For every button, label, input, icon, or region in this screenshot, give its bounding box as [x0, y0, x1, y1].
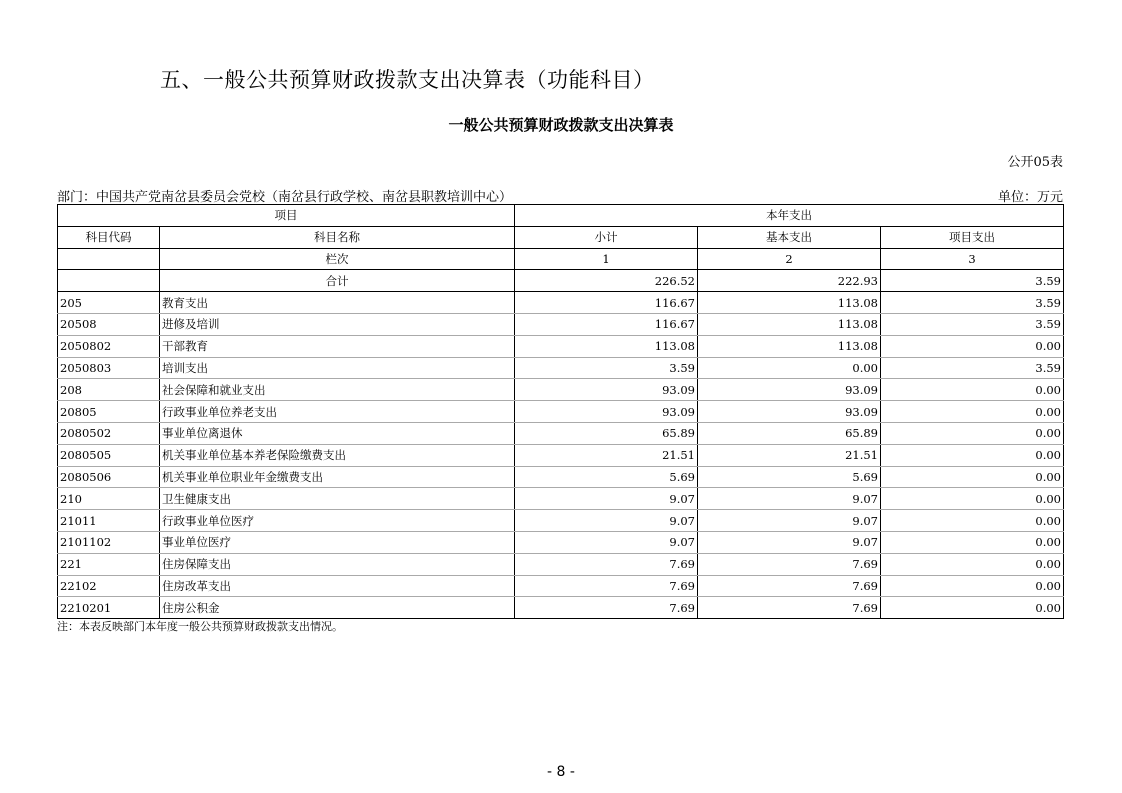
empty-cell	[58, 270, 160, 292]
header-row-2	[58, 226, 1064, 248]
empty-cell	[58, 248, 160, 270]
subject-name-cell: 机关事业单位职业年金缴费支出	[160, 466, 515, 488]
basic-expense-cell: 7.69	[698, 553, 881, 575]
table-row	[58, 510, 1064, 532]
header-row-3	[58, 248, 1064, 270]
basic-expense-cell: 0.00	[698, 357, 881, 379]
subtotal-cell: 9.07	[515, 531, 698, 553]
table-row	[58, 335, 1064, 357]
table-row	[58, 401, 1064, 423]
basic-expense-cell: 7.69	[698, 575, 881, 597]
subtotal-cell: 9.07	[515, 488, 698, 510]
expense-table	[57, 204, 1064, 619]
footnote: 注：本表反映部门本年度一般公共预算财政拨款支出情况。	[57, 620, 343, 633]
table-row	[58, 597, 1064, 619]
subject-code-cell: 22102	[58, 575, 160, 597]
subtotal-cell: 93.09	[515, 379, 698, 401]
subject-code-cell: 2101102	[58, 531, 160, 553]
subtotal-cell: 9.07	[515, 510, 698, 532]
subject-code-cell: 2050803	[58, 357, 160, 379]
subtotal-cell: 7.69	[515, 597, 698, 619]
project-expense-cell: 0.00	[881, 488, 1064, 510]
subtotal-cell: 116.67	[515, 292, 698, 314]
basic-expense-cell: 113.08	[698, 292, 881, 314]
basic-expense-cell: 21.51	[698, 444, 881, 466]
subject-code-cell: 20508	[58, 313, 160, 335]
subject-name-cell: 教育支出	[160, 292, 515, 314]
header-basic-expense: 基本支出	[698, 226, 881, 248]
basic-expense-cell: 113.08	[698, 313, 881, 335]
total-row	[58, 270, 1064, 292]
table-row	[58, 444, 1064, 466]
subject-name-cell: 机关事业单位基本养老保险缴费支出	[160, 444, 515, 466]
project-expense-cell: 0.00	[881, 335, 1064, 357]
table-row	[58, 466, 1064, 488]
project-expense-cell: 0.00	[881, 401, 1064, 423]
column-number-2: 2	[698, 248, 881, 270]
subject-name-cell: 住房保障支出	[160, 553, 515, 575]
subtotal-cell: 113.08	[515, 335, 698, 357]
table-row	[58, 357, 1064, 379]
subject-name-cell: 社会保障和就业支出	[160, 379, 515, 401]
subject-code-cell: 221	[58, 553, 160, 575]
basic-expense-cell: 113.08	[698, 335, 881, 357]
header-column-order: 栏次	[160, 248, 515, 270]
basic-expense-cell: 93.09	[698, 379, 881, 401]
page-number: - 8 -	[547, 764, 575, 780]
subject-name-cell: 行政事业单位养老支出	[160, 401, 515, 423]
project-expense-cell: 3.59	[881, 292, 1064, 314]
subject-code-cell: 20805	[58, 401, 160, 423]
header-project: 项目	[58, 205, 515, 227]
basic-expense-cell: 65.89	[698, 422, 881, 444]
project-expense-cell: 0.00	[881, 575, 1064, 597]
subtotal-cell: 5.69	[515, 466, 698, 488]
basic-expense-cell: 9.07	[698, 510, 881, 532]
basic-expense-cell: 9.07	[698, 531, 881, 553]
project-expense-cell: 0.00	[881, 553, 1064, 575]
table-row	[58, 531, 1064, 553]
header-project-expense: 项目支出	[881, 226, 1064, 248]
header-row-1	[58, 205, 1064, 227]
column-number-1: 1	[515, 248, 698, 270]
subject-name-cell: 行政事业单位医疗	[160, 510, 515, 532]
subject-name-cell: 培训支出	[160, 357, 515, 379]
basic-expense-cell: 7.69	[698, 597, 881, 619]
subject-name-cell: 干部教育	[160, 335, 515, 357]
project-expense-cell: 0.00	[881, 597, 1064, 619]
project-expense-cell: 0.00	[881, 422, 1064, 444]
subject-code-cell: 2210201	[58, 597, 160, 619]
project-expense-cell: 0.00	[881, 510, 1064, 532]
table-row	[58, 575, 1064, 597]
subject-name-cell: 事业单位医疗	[160, 531, 515, 553]
basic-expense-cell: 5.69	[698, 466, 881, 488]
column-number-3: 3	[881, 248, 1064, 270]
table-title: 一般公共预算财政拨款支出决算表	[448, 116, 674, 134]
table-row	[58, 379, 1064, 401]
subject-code-cell: 205	[58, 292, 160, 314]
subtotal-cell: 3.59	[515, 357, 698, 379]
department-label: 部门：中国共产党南岔县委员会党校（南岔县行政学校、南岔县职教培训中心）	[57, 190, 513, 205]
subject-code-cell: 2050802	[58, 335, 160, 357]
subject-code-cell: 2080505	[58, 444, 160, 466]
header-current-year-expense: 本年支出	[515, 205, 1064, 227]
project-expense-cell: 0.00	[881, 466, 1064, 488]
subtotal-cell: 93.09	[515, 401, 698, 423]
subtotal-cell: 65.89	[515, 422, 698, 444]
table-row	[58, 553, 1064, 575]
table-row	[58, 422, 1064, 444]
subject-code-cell: 2080502	[58, 422, 160, 444]
project-expense-cell: 0.00	[881, 444, 1064, 466]
subject-code-cell: 2080506	[58, 466, 160, 488]
basic-expense-cell: 93.09	[698, 401, 881, 423]
subject-code-cell: 21011	[58, 510, 160, 532]
total-basic: 222.93	[698, 270, 881, 292]
project-expense-cell: 3.59	[881, 357, 1064, 379]
total-label: 合计	[160, 270, 515, 292]
subject-code-cell: 208	[58, 379, 160, 401]
table-row	[58, 313, 1064, 335]
unit-label: 单位：万元	[997, 190, 1063, 205]
project-expense-cell: 3.59	[881, 313, 1064, 335]
subject-code-cell: 210	[58, 488, 160, 510]
subject-name-cell: 事业单位离退休	[160, 422, 515, 444]
form-code: 公开05表	[1007, 155, 1063, 170]
total-subtotal: 226.52	[515, 270, 698, 292]
subtotal-cell: 7.69	[515, 575, 698, 597]
header-subject-name: 科目名称	[160, 226, 515, 248]
subtotal-cell: 116.67	[515, 313, 698, 335]
section-title: 五、一般公共预算财政拨款支出决算表（功能科目）	[160, 68, 655, 92]
project-expense-cell: 0.00	[881, 531, 1064, 553]
total-project: 3.59	[881, 270, 1064, 292]
basic-expense-cell: 9.07	[698, 488, 881, 510]
subject-name-cell: 进修及培训	[160, 313, 515, 335]
subtotal-cell: 7.69	[515, 553, 698, 575]
table-row	[58, 292, 1064, 314]
subject-name-cell: 卫生健康支出	[160, 488, 515, 510]
header-subject-code: 科目代码	[58, 226, 160, 248]
subject-name-cell: 住房公积金	[160, 597, 515, 619]
subject-name-cell: 住房改革支出	[160, 575, 515, 597]
project-expense-cell: 0.00	[881, 379, 1064, 401]
header-subtotal: 小计	[515, 226, 698, 248]
subtotal-cell: 21.51	[515, 444, 698, 466]
table-row	[58, 488, 1064, 510]
